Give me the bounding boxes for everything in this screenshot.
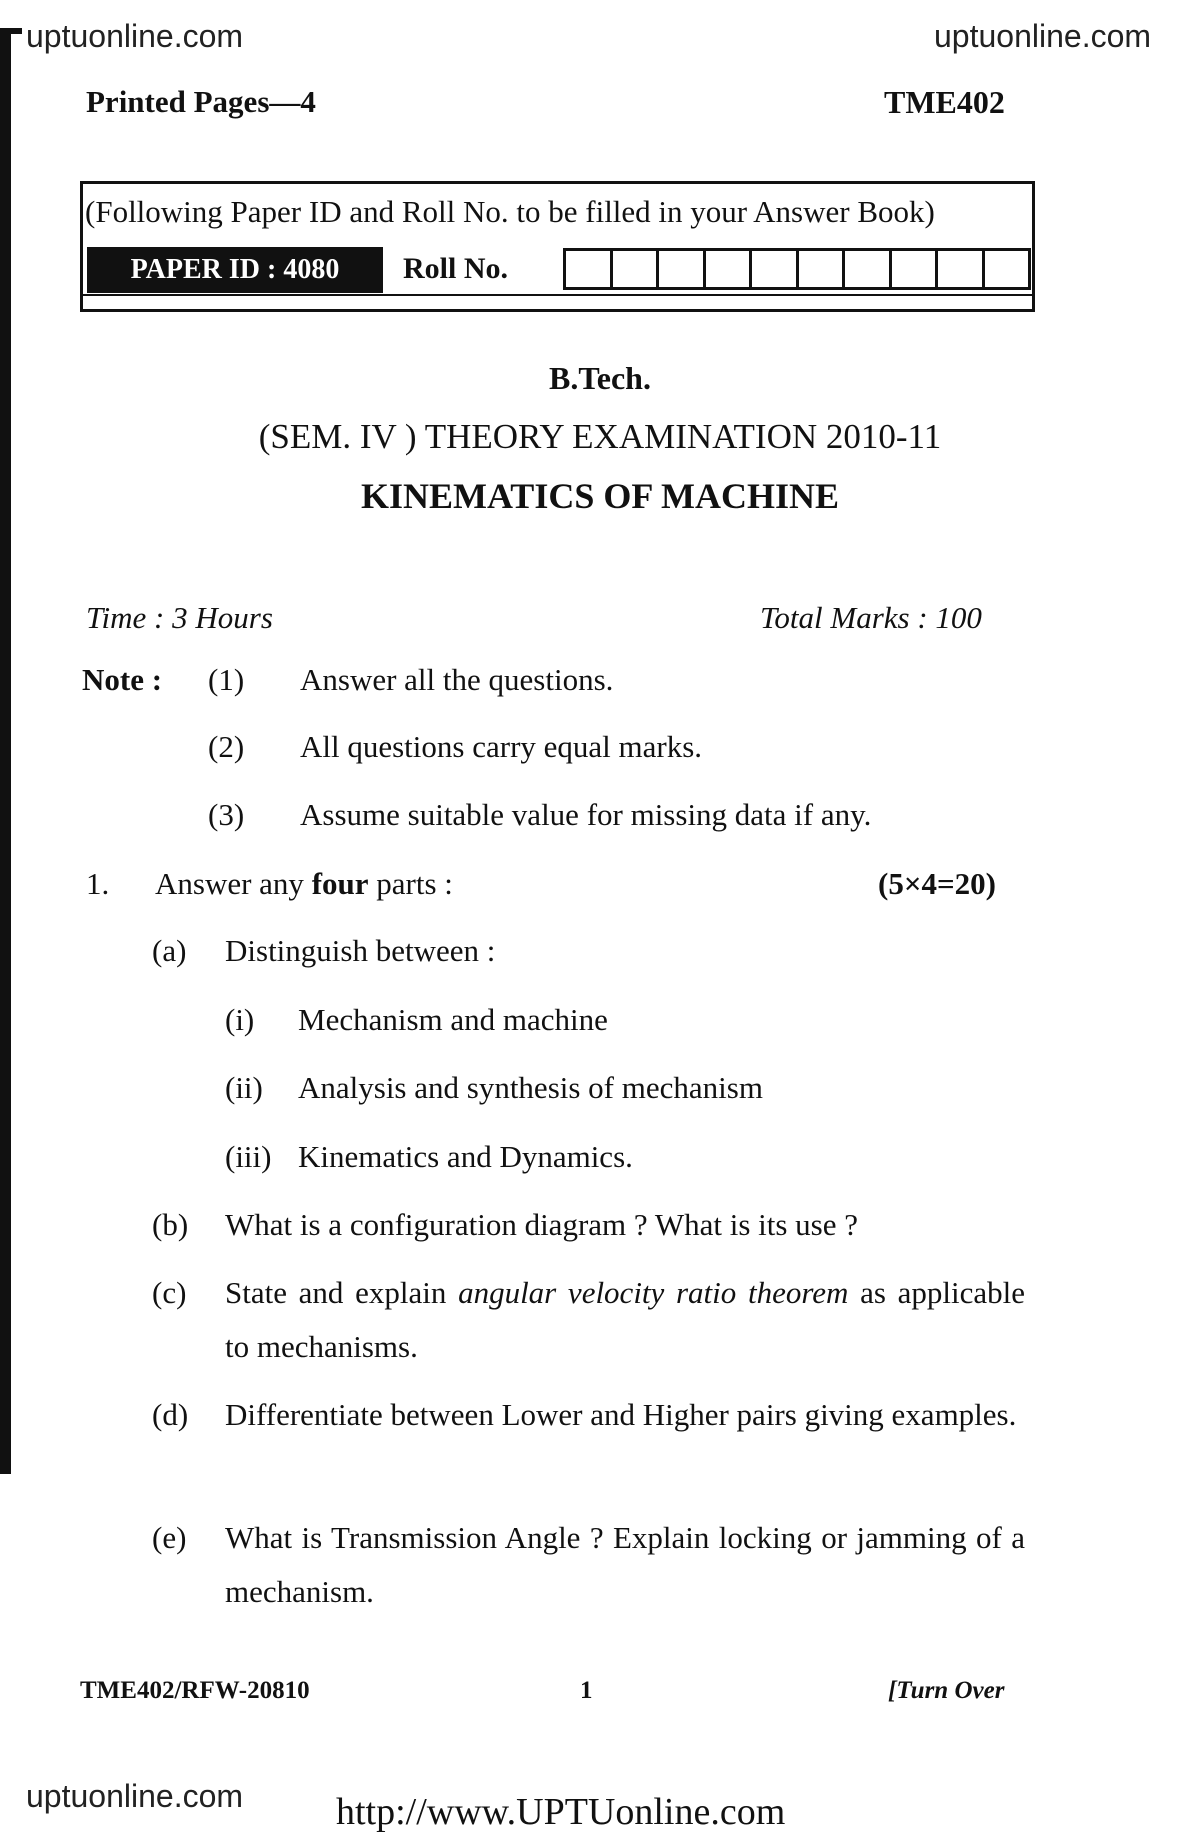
note-text: Assume suitable value for missing data if any. xyxy=(300,797,872,832)
part-text: State and explain angular velocity ratio theorem as applicable to mechanisms. xyxy=(225,1275,1025,1364)
degree-title: B.Tech. xyxy=(549,360,651,396)
note-number: (1) xyxy=(208,662,245,697)
subpart-number: (iii) xyxy=(225,1139,272,1174)
subpart-number: (i) xyxy=(225,1002,255,1037)
roll-no-cell xyxy=(845,251,892,287)
part-text: What is a configuration diagram ? What is its use ? xyxy=(225,1207,859,1242)
part-label: (c) xyxy=(152,1275,187,1310)
roll-no-cell xyxy=(985,251,1032,287)
part-text: Distinguish between : xyxy=(225,933,496,968)
footer-code: TME402/RFW-20810 xyxy=(80,1677,310,1704)
question-marks: (5×4=20) xyxy=(878,866,996,901)
box-divider xyxy=(83,294,1032,296)
roll-no-cell xyxy=(938,251,985,287)
watermark-site-top-right: uptuonline.com xyxy=(934,18,1152,54)
roll-no-cell xyxy=(752,251,799,287)
roll-no-cell xyxy=(892,251,939,287)
page-number: 1 xyxy=(580,1677,593,1704)
total-marks-label: Total Marks : 100 xyxy=(760,600,982,635)
note-text: All questions carry equal marks. xyxy=(300,729,703,764)
paper-id-box xyxy=(80,181,1035,312)
printed-pages: Printed Pages—4 xyxy=(86,84,316,119)
question-text: Answer any four parts : xyxy=(155,866,453,901)
subpart-text: Analysis and synthesis of mechanism xyxy=(298,1070,763,1105)
note-number: (2) xyxy=(208,729,245,764)
box-instruction: (Following Paper ID and Roll No. to be filled in your Answer Book) xyxy=(85,194,935,229)
roll-no-boxes xyxy=(563,248,1031,290)
paper-code: TME402 xyxy=(884,84,1005,120)
note-number: (3) xyxy=(208,797,245,832)
exam-title: (SEM. IV ) THEORY EXAMINATION 2010-11 xyxy=(258,417,942,456)
part-label: (b) xyxy=(152,1207,189,1242)
part-text: Differentiate between Lower and Higher pairs giving examples. xyxy=(225,1397,1017,1432)
subject-title: KINEMATICS OF MACHINE xyxy=(360,476,840,516)
note-text: Answer all the questions. xyxy=(300,662,614,697)
time-label: Time : 3 Hours xyxy=(86,600,273,635)
left-margin-tick xyxy=(0,28,22,34)
roll-no-cell xyxy=(659,251,706,287)
subpart-text: Kinematics and Dynamics. xyxy=(298,1139,633,1174)
roll-no-cell xyxy=(566,251,613,287)
part-label: (a) xyxy=(152,933,187,968)
left-margin-rule xyxy=(0,28,11,1474)
watermark-url: http://www.UPTUonline.com xyxy=(336,1791,786,1833)
note-label: Note : xyxy=(82,662,163,697)
question-number: 1. xyxy=(86,866,110,901)
subpart-text: Mechanism and machine xyxy=(298,1002,608,1037)
turn-over: [Turn Over xyxy=(888,1677,1005,1704)
watermark-site-bottom: uptuonline.com xyxy=(26,1778,244,1814)
roll-no-cell xyxy=(706,251,753,287)
roll-no-cell xyxy=(613,251,660,287)
subpart-number: (ii) xyxy=(225,1070,263,1105)
part-text: What is Transmission Angle ? Explain locking or jamming of a mechanism. xyxy=(225,1520,1025,1609)
part-label: (e) xyxy=(152,1520,187,1555)
paper-id-label: PAPER ID : 4080 xyxy=(87,247,383,293)
watermark-site-top-left: uptuonline.com xyxy=(26,18,244,54)
roll-no-cell xyxy=(799,251,846,287)
part-label: (d) xyxy=(152,1397,189,1432)
roll-no-label: Roll No. xyxy=(403,252,508,285)
